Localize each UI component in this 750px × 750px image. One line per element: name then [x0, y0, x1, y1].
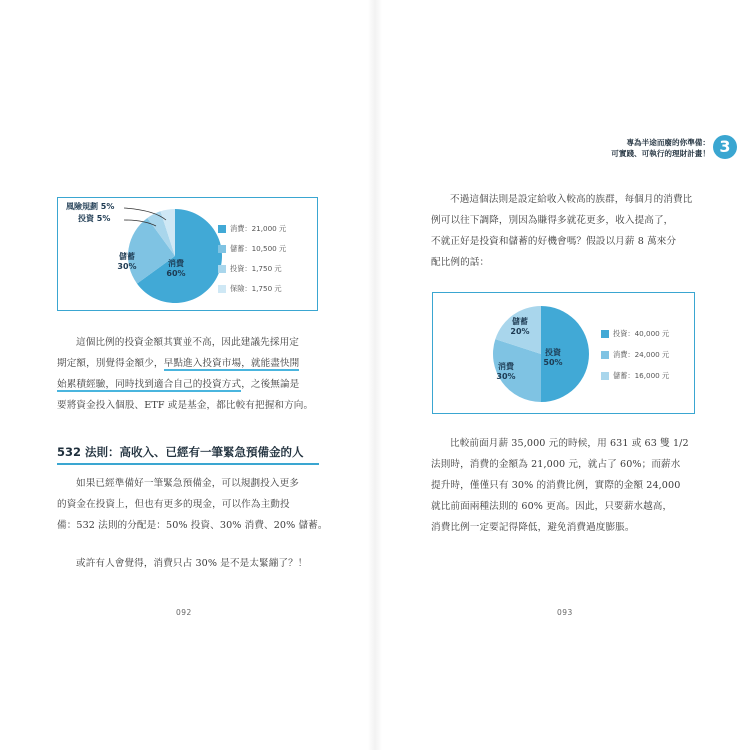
legend-label: 保險：1,750 元 — [230, 284, 282, 293]
section-title: 532 法則：高收入、已經有一筆緊急預備金的人 — [57, 445, 304, 459]
pie-label-consume: 消費 30% — [496, 362, 516, 381]
highlight-span: 始累積經驗，同時找到適合自己的投資方式 — [57, 379, 242, 390]
text-line: 備：532 法則的分配是：50% 投資、30% 消費、20% 儲蓄。 — [57, 520, 328, 531]
highlight-span: 早點進入投資市場，就能盡快開 — [163, 358, 300, 369]
text-line: 的資金在投資上，但也有更多的現金，可以作為主動投 — [57, 499, 290, 510]
right-paragraph-1 — [431, 189, 693, 273]
right-page — [375, 0, 750, 750]
legend-item — [218, 282, 286, 296]
callout-risk: 風險規劃 5% — [66, 202, 115, 211]
header-line-1: 專為半途而廢的你準備： — [626, 138, 710, 147]
text-line: 這個比例的投資金額其實並不高，因此建議先採用定 — [76, 337, 299, 348]
text-line: 配比例的話： — [431, 257, 490, 268]
legend-item — [218, 262, 286, 276]
header-line-2: 可實踐、可執行的理財計畫！ — [611, 149, 710, 158]
text-line: 消費比例一定要記得降低，避免消費過度膨脹。 — [431, 522, 635, 533]
left-chart-legend — [218, 222, 286, 296]
chapter-badge: 3 — [713, 135, 737, 159]
running-header — [575, 137, 710, 159]
legend-label: 儲蓄：16,000 元 — [613, 371, 670, 380]
left-paragraph-2 — [57, 473, 328, 536]
legend-item — [218, 242, 286, 256]
text-span: ，之後無論是 — [241, 379, 300, 390]
legend-swatch — [218, 265, 226, 273]
legend-swatch — [601, 330, 609, 338]
legend-swatch — [218, 225, 226, 233]
text-line: 不過這個法則是設定給收入較高的族群，每個月的消費比 — [450, 194, 693, 205]
text-span: 期定額，別覺得金額少， — [57, 358, 164, 369]
right-chart-legend — [601, 327, 669, 383]
section-rule — [57, 463, 319, 465]
legend-swatch — [218, 285, 226, 293]
text-line: 不就正好是投資和儲蓄的好機會嗎？假設以月薪 8 萬來分 — [431, 236, 677, 247]
page-number-left: 092 — [176, 608, 192, 617]
pie-label-consume: 消費 60% — [166, 259, 186, 278]
pie-label-save: 儲蓄 30% — [117, 252, 137, 271]
legend-label: 投資：40,000 元 — [613, 329, 670, 338]
legend-swatch — [601, 351, 609, 359]
page-number-right: 093 — [557, 608, 573, 617]
callout-invest: 投資 5% — [78, 214, 111, 223]
text-line — [57, 374, 319, 395]
text-line: 要將資金投入個股、ETF 或是基金，都比較有把握和方向。 — [57, 400, 314, 411]
legend-item — [601, 348, 669, 362]
legend-label: 消費：21,000 元 — [230, 224, 287, 233]
legend-item — [601, 327, 669, 341]
text-line: 例可以往下調降，別因為賺得多就花更多，收入提高了， — [431, 215, 674, 226]
legend-label: 儲蓄：10,500 元 — [230, 244, 287, 253]
text-line: 就比前面兩種法則的 60% 更高。因此，只要薪水越高， — [431, 501, 673, 512]
pie-label-invest: 投資 50% — [543, 348, 563, 367]
text-line: 法則時，消費的金額為 21,000 元，就占了 60%；而薪水 — [431, 459, 681, 470]
right-paragraph-2 — [431, 433, 693, 538]
text-line: 如果已經準備好一筆緊急預備金，可以規劃投入更多 — [76, 478, 299, 489]
legend-swatch — [601, 372, 609, 380]
legend-swatch — [218, 245, 226, 253]
left-chart-box — [57, 197, 318, 311]
left-paragraph-1 — [57, 332, 319, 416]
text-line: 或許有人會覺得，消費只占 30% 是不是太緊繃了？！ — [76, 558, 308, 569]
legend-item — [601, 369, 669, 383]
legend-item — [218, 222, 286, 236]
legend-label: 消費：24,000 元 — [613, 350, 670, 359]
text-line: 提升時，僅僅只有 30% 的消費比例，實際的金額 24,000 — [431, 480, 681, 491]
legend-label: 投資：1,750 元 — [230, 264, 282, 273]
pie-label-save: 儲蓄 20% — [510, 317, 530, 336]
text-line: 比較前面月薪 35,000 元的時候，用 631 或 63 雙 1/2 — [450, 438, 689, 449]
text-line — [57, 353, 319, 374]
right-chart-box — [432, 292, 695, 414]
left-paragraph-3 — [57, 553, 319, 574]
